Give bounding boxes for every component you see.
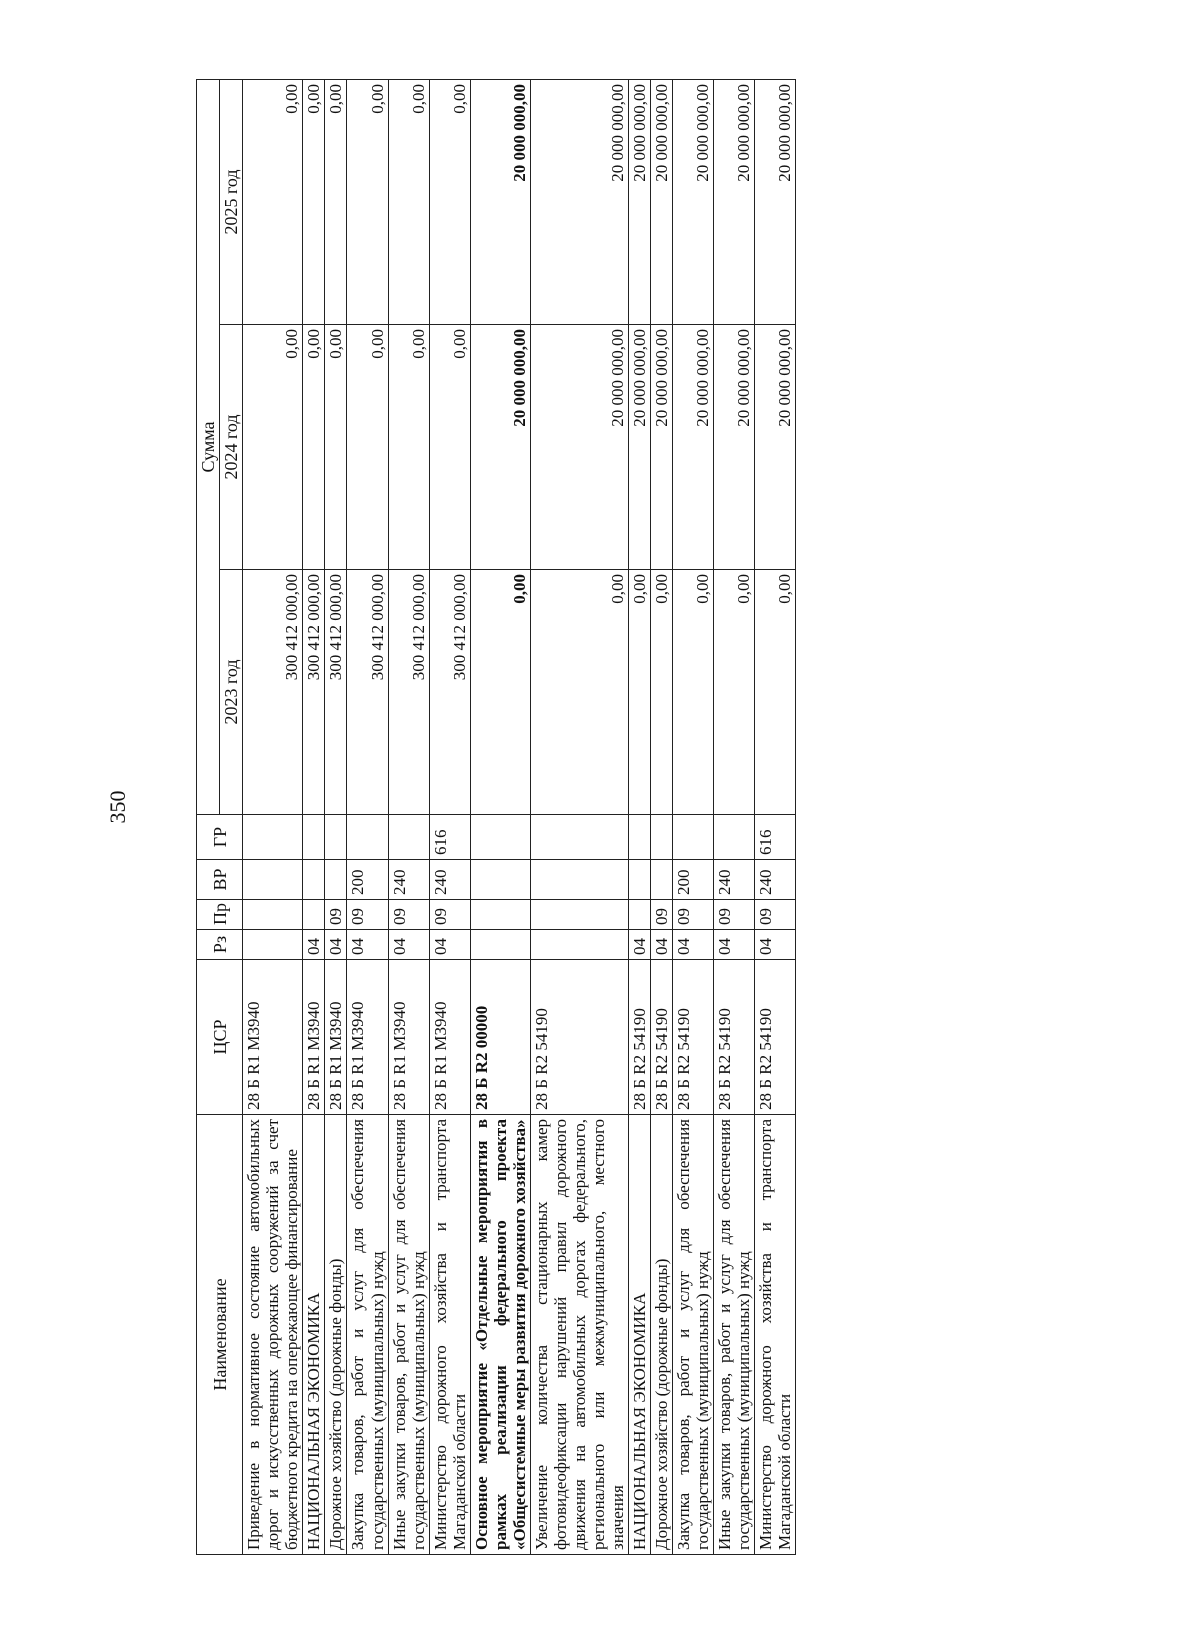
cell-vr: 240 — [755, 860, 796, 900]
cell-rz: 04 — [650, 930, 672, 960]
cell-name: Министерство дорожного хозяйства и транспорта Магаданской области — [429, 1115, 470, 1555]
cell-csr: 28 Б R2 54190 — [714, 960, 755, 1115]
cell-pr: 09 — [714, 900, 755, 930]
table-row — [429, 79, 470, 1554]
header-pr: Пр — [197, 900, 243, 930]
table-row — [347, 79, 388, 1554]
cell-pr — [303, 900, 325, 930]
cell-csr: 28 Б R1 М3940 — [347, 960, 388, 1115]
cell-gr: 616 — [755, 815, 796, 860]
cell-vr: 240 — [714, 860, 755, 900]
cell-name: Дорожное хозяйство (дорожные фонды) — [650, 1115, 672, 1555]
cell-2023: 0,00 — [650, 570, 672, 815]
cell-gr — [347, 815, 388, 860]
cell-rz: 04 — [672, 930, 713, 960]
cell-2025: 0,00 — [388, 79, 429, 324]
cell-gr — [388, 815, 429, 860]
cell-name: Увеличение количества стационарных камер фотовидеофиксации нарушений правил дорожного движения на автомобильных дорогах федерального, регионального или межмуниципального, местного значения — [530, 1115, 628, 1555]
cell-csr: 28 Б R2 54190 — [628, 960, 650, 1115]
cell-rz: 04 — [388, 930, 429, 960]
cell-vr — [470, 860, 530, 900]
header-year-2025: 2025 год — [220, 79, 243, 324]
cell-2024: 0,00 — [388, 325, 429, 570]
cell-vr: 240 — [429, 860, 470, 900]
cell-2024: 0,00 — [243, 325, 303, 570]
cell-pr — [628, 900, 650, 930]
cell-name: Основное мероприятие «Отдельные мероприятия в рамках реализации федерального проекта «Общесистемные меры развития дорожного хозяйства» — [470, 1115, 530, 1555]
cell-2023: 300 412 000,00 — [243, 570, 303, 815]
cell-name: Приведение в нормативное состояние автомобильных дорог и искусственных дорожных сооружений за счет бюджетного кредита на опережающее финансирование — [243, 1115, 303, 1555]
header-year-2024: 2024 год — [220, 325, 243, 570]
cell-gr — [530, 815, 628, 860]
header-row-top — [197, 79, 220, 1554]
cell-name: Закупка товаров, работ и услуг для обеспечения государственных (муниципальных) нужд — [672, 1115, 713, 1555]
table-row — [650, 79, 672, 1554]
cell-rz — [243, 930, 303, 960]
cell-2023: 300 412 000,00 — [429, 570, 470, 815]
cell-2023: 300 412 000,00 — [347, 570, 388, 815]
cell-name: НАЦИОНАЛЬНАЯ ЭКОНОМИКА — [303, 1115, 325, 1555]
cell-2025: 0,00 — [347, 79, 388, 324]
cell-2025: 20 000 000,00 — [650, 79, 672, 324]
cell-pr: 09 — [755, 900, 796, 930]
cell-gr: 616 — [429, 815, 470, 860]
cell-name: Иные закупки товаров, работ и услуг для обеспечения государственных (муниципальных) нужд — [714, 1115, 755, 1555]
cell-gr — [303, 815, 325, 860]
rotated-table-container — [196, 80, 1006, 1555]
cell-pr: 09 — [388, 900, 429, 930]
cell-2024: 20 000 000,00 — [672, 325, 713, 570]
page-number: 350 — [105, 790, 130, 824]
cell-rz: 04 — [325, 930, 347, 960]
budget-table — [196, 79, 796, 1555]
cell-pr: 09 — [325, 900, 347, 930]
cell-rz: 04 — [303, 930, 325, 960]
cell-name: Дорожное хозяйство (дорожные фонды) — [325, 1115, 347, 1555]
cell-rz: 04 — [429, 930, 470, 960]
cell-2023: 300 412 000,00 — [325, 570, 347, 815]
cell-vr: 200 — [347, 860, 388, 900]
cell-2023: 0,00 — [470, 570, 530, 815]
cell-2025: 0,00 — [303, 79, 325, 324]
cell-2024: 20 000 000,00 — [628, 325, 650, 570]
cell-2023: 0,00 — [628, 570, 650, 815]
table-body — [243, 79, 796, 1554]
cell-gr — [672, 815, 713, 860]
table-row — [243, 79, 303, 1554]
header-sum: Сумма — [197, 79, 220, 814]
cell-2023: 0,00 — [755, 570, 796, 815]
cell-vr — [303, 860, 325, 900]
header-csr: ЦСР — [197, 960, 243, 1115]
table-row — [303, 79, 325, 1554]
cell-vr — [530, 860, 628, 900]
cell-pr: 09 — [672, 900, 713, 930]
cell-vr — [325, 860, 347, 900]
cell-2023: 300 412 000,00 — [303, 570, 325, 815]
cell-2023: 300 412 000,00 — [388, 570, 429, 815]
cell-name: Министерство дорожного хозяйства и транспорта Магаданской области — [755, 1115, 796, 1555]
cell-pr — [470, 900, 530, 930]
cell-gr — [470, 815, 530, 860]
cell-name: Закупка товаров, работ и услуг для обеспечения государственных (муниципальных) нужд — [347, 1115, 388, 1555]
table-row — [325, 79, 347, 1554]
cell-2024: 20 000 000,00 — [755, 325, 796, 570]
cell-csr: 28 Б R1 М3940 — [325, 960, 347, 1115]
cell-csr: 28 Б R1 М3940 — [388, 960, 429, 1115]
cell-2025: 20 000 000,00 — [628, 79, 650, 324]
cell-2023: 0,00 — [672, 570, 713, 815]
cell-vr: 240 — [388, 860, 429, 900]
header-rz: Рз — [197, 930, 243, 960]
cell-rz: 04 — [628, 930, 650, 960]
cell-vr — [650, 860, 672, 900]
cell-2024: 20 000 000,00 — [650, 325, 672, 570]
cell-vr — [628, 860, 650, 900]
cell-pr: 09 — [650, 900, 672, 930]
cell-pr: 09 — [347, 900, 388, 930]
cell-vr — [243, 860, 303, 900]
cell-2024: 0,00 — [429, 325, 470, 570]
header-vr: ВР — [197, 860, 243, 900]
cell-vr: 200 — [672, 860, 713, 900]
cell-pr: 09 — [429, 900, 470, 930]
table-row — [672, 79, 713, 1554]
cell-2024: 20 000 000,00 — [714, 325, 755, 570]
cell-2025: 0,00 — [429, 79, 470, 324]
cell-csr: 28 Б R2 54190 — [672, 960, 713, 1115]
cell-gr — [714, 815, 755, 860]
header-name: Наименование — [197, 1115, 243, 1555]
table-row — [470, 79, 530, 1554]
cell-2024: 20 000 000,00 — [530, 325, 628, 570]
cell-gr — [325, 815, 347, 860]
table-row — [755, 79, 796, 1554]
cell-2023: 0,00 — [530, 570, 628, 815]
table-row — [714, 79, 755, 1554]
cell-2025: 20 000 000,00 — [714, 79, 755, 324]
table-row — [388, 79, 429, 1554]
cell-2025: 0,00 — [243, 79, 303, 324]
cell-csr: 28 Б R1 М3940 — [303, 960, 325, 1115]
cell-csr: 28 Б R2 54190 — [650, 960, 672, 1115]
cell-2024: 0,00 — [325, 325, 347, 570]
cell-name: Иные закупки товаров, работ и услуг для обеспечения государственных (муниципальных) нужд — [388, 1115, 429, 1555]
header-gr: ГР — [197, 815, 243, 860]
cell-2023: 0,00 — [714, 570, 755, 815]
table-row — [628, 79, 650, 1554]
cell-rz — [530, 930, 628, 960]
cell-pr — [243, 900, 303, 930]
cell-2025: 20 000 000,00 — [470, 79, 530, 324]
cell-2025: 0,00 — [325, 79, 347, 324]
cell-2024: 20 000 000,00 — [470, 325, 530, 570]
cell-2024: 0,00 — [303, 325, 325, 570]
cell-name: НАЦИОНАЛЬНАЯ ЭКОНОМИКА — [628, 1115, 650, 1555]
cell-rz — [470, 930, 530, 960]
cell-rz: 04 — [714, 930, 755, 960]
cell-rz: 04 — [347, 930, 388, 960]
cell-rz: 04 — [755, 930, 796, 960]
table-row — [530, 79, 628, 1554]
cell-gr — [243, 815, 303, 860]
cell-2024: 0,00 — [347, 325, 388, 570]
cell-csr: 28 Б R2 54190 — [530, 960, 628, 1115]
cell-csr: 28 Б R1 М3940 — [243, 960, 303, 1115]
cell-2025: 20 000 000,00 — [530, 79, 628, 324]
cell-csr: 28 Б R1 М3940 — [429, 960, 470, 1115]
cell-pr — [530, 900, 628, 930]
cell-csr: 28 Б R2 54190 — [755, 960, 796, 1115]
cell-csr: 28 Б R2 00000 — [470, 960, 530, 1115]
cell-2025: 20 000 000,00 — [672, 79, 713, 324]
cell-gr — [628, 815, 650, 860]
cell-2025: 20 000 000,00 — [755, 79, 796, 324]
header-year-2023: 2023 год — [220, 570, 243, 815]
cell-gr — [650, 815, 672, 860]
